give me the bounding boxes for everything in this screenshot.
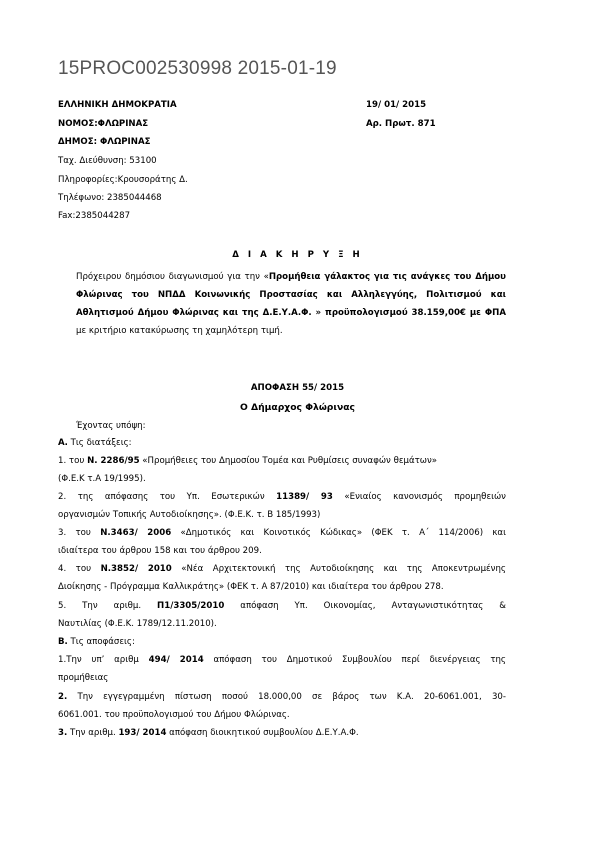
item-a5-law: Π1/3305/2010 <box>157 601 225 611</box>
item-a3 <box>58 525 506 542</box>
item-b2 <box>58 689 506 706</box>
document-title: Δ Ι Α Κ Η Ρ Υ Ξ Η <box>232 250 363 260</box>
header-municipality: ΔΗΜΟΣ: ΦΛΩΡΙΝΑΣ <box>58 137 151 147</box>
item-a1 <box>58 453 506 470</box>
section-b-label: Β. <box>58 637 68 647</box>
header-date: 19/ 01/ 2015 <box>366 100 427 110</box>
item-a1-text: «Προμήθειες του Δημοσίου Τομέα και Ρυθμίσεις συναφών θεμάτων» <box>139 456 438 466</box>
intro-text-bold: Προμήθεια γάλακτος για τις ανάγκες του Δήμου Φλώρινας του ΝΠΔΔ Κοινωνικής Προστασίας και Αλληλεγγύης, Πολιτισμού και Αθλητισμού Δήμου Φλώρινας και της Δ.Ε.Υ.Α.Φ. » προϋπολογισμού 38.159,00€ με ΦΠΑ <box>76 272 506 318</box>
item-a5 <box>58 598 506 615</box>
item-a5-pre: 5. Την αριθμ. <box>58 601 158 611</box>
section-a-text: Τις διατάξεις: <box>67 438 132 448</box>
item-b2-num: 2. <box>58 692 68 702</box>
item-b1-cont: προμήθειας <box>58 673 109 683</box>
item-b1-text: απόφαση του Δημοτικού Συμβουλίου περί διενέργειας της <box>203 655 506 665</box>
item-a1-law: Ν. 2286/95 <box>87 456 140 466</box>
item-b3-num: 3. <box>58 728 68 738</box>
item-b3 <box>58 725 506 742</box>
item-a3-text: «Δημοτικός και Κοινοτικός Κώδικας» (ΦΕΚ τ. Α΄ 114/2006) και <box>171 528 506 538</box>
item-a4-law: Ν.3852/ 2010 <box>100 564 172 574</box>
intro-paragraph <box>76 268 506 340</box>
item-a3-cont: ιδιαίτερα του άρθρου 158 και του άρθρου 209. <box>58 546 262 556</box>
item-b3-decision: 193/ 2014 <box>118 728 167 738</box>
item-b2-cont: 6061.001. του προϋπολογισμού του Δήμου Φλώρινας. <box>58 710 290 720</box>
section-b-text: Τις αποφάσεις: <box>67 637 135 647</box>
section-a-label: Α. <box>58 438 68 448</box>
item-b3-text: Την αριθμ. <box>67 728 119 738</box>
section-a-heading <box>58 435 506 452</box>
item-a2-law: 11389/ 93 <box>276 492 333 502</box>
item-a4-cont: Διοίκησης - Πρόγραμμα Καλλικράτης» (ΦΕΚ τ. Α 87/2010) και ιδιαίτερα του άρθρου 278. <box>58 582 444 592</box>
item-b1-pre: 1.Την υπ’ αριθμ <box>58 655 149 665</box>
header-phone: Τηλέφωνο: 2385044468 <box>58 193 162 203</box>
intro-text-2: με κριτήριο κατακύρωσης τη χαμηλότερη τιμή. <box>76 326 283 336</box>
header-protocol: Αρ. Πρωτ. 871 <box>366 119 436 129</box>
item-a3-pre: 3. του <box>58 528 101 538</box>
item-a1-pre: 1. του <box>58 456 88 466</box>
document-stamp: 15PROC002530998 2015-01-19 <box>58 58 337 79</box>
intro-text-1: Πρόχειρου δημόσιου διαγωνισμού για την « <box>76 272 269 282</box>
item-a2-pre: 2. της απόφασης του Υπ. Εσωτερικών <box>58 492 277 502</box>
item-a1-cont: (Φ.Ε.Κ τ.Α 19/1995). <box>58 474 146 484</box>
item-a4-text: «Νέα Αρχιτεκτονική της Αυτοδιοίκησης και της Αποκεντρωμένης <box>171 564 506 574</box>
item-b2-text: Την εγγεγραμμένη πίστωση ποσού 18.000,00 σε βάρος των Κ.Α. 20-6061.001, 30- <box>67 692 506 702</box>
item-a2-cont: οργανισμών Τοπικής Αυτοδιοίκησης». (Φ.Ε.Κ. τ. Β 185/1993) <box>58 510 321 520</box>
item-b3-tail: απόφαση διοικητικού συμβουλίου Δ.Ε.Υ.Α.Φ. <box>166 728 359 738</box>
decision-number: ΑΠΟΦΑΣΗ 55/ 2015 <box>250 383 345 393</box>
item-b1-decision: 494/ 2014 <box>148 655 204 665</box>
considering-label: Έχοντας υπόψη: <box>76 421 146 431</box>
item-a5-cont: Ναυτιλίας (Φ.Ε.Κ. 1789/12.11.2010). <box>58 619 217 629</box>
section-b-heading <box>58 634 506 651</box>
item-a4 <box>58 561 506 578</box>
item-a2-text: «Ενιαίος κανονισμός προμηθειών <box>332 492 506 502</box>
header-prefecture: ΝΟΜΟΣ:ΦΛΩΡΙΝΑΣ <box>58 119 149 129</box>
header-address: Ταχ. Διεύθυνση: 53100 <box>58 156 157 166</box>
header-fax: Fax:2385044287 <box>58 211 131 221</box>
header-republic: ΕΛΛΗΝΙΚΗ ΔΗΜΟΚΡΑΤΙΑ <box>58 100 177 110</box>
item-b1 <box>58 652 506 669</box>
item-a4-pre: 4. του <box>58 564 101 574</box>
mayor-heading: Ο Δήμαρχος Φλώρινας <box>240 402 355 413</box>
item-a2 <box>58 489 506 506</box>
item-a3-law: Ν.3463/ 2006 <box>100 528 172 538</box>
item-a5-text: απόφαση Υπ. Οικονομίας, Ανταγωνιστικότητας & <box>224 601 506 611</box>
header-info: Πληροφορίες:Κρουσοράτης Δ. <box>58 175 188 185</box>
